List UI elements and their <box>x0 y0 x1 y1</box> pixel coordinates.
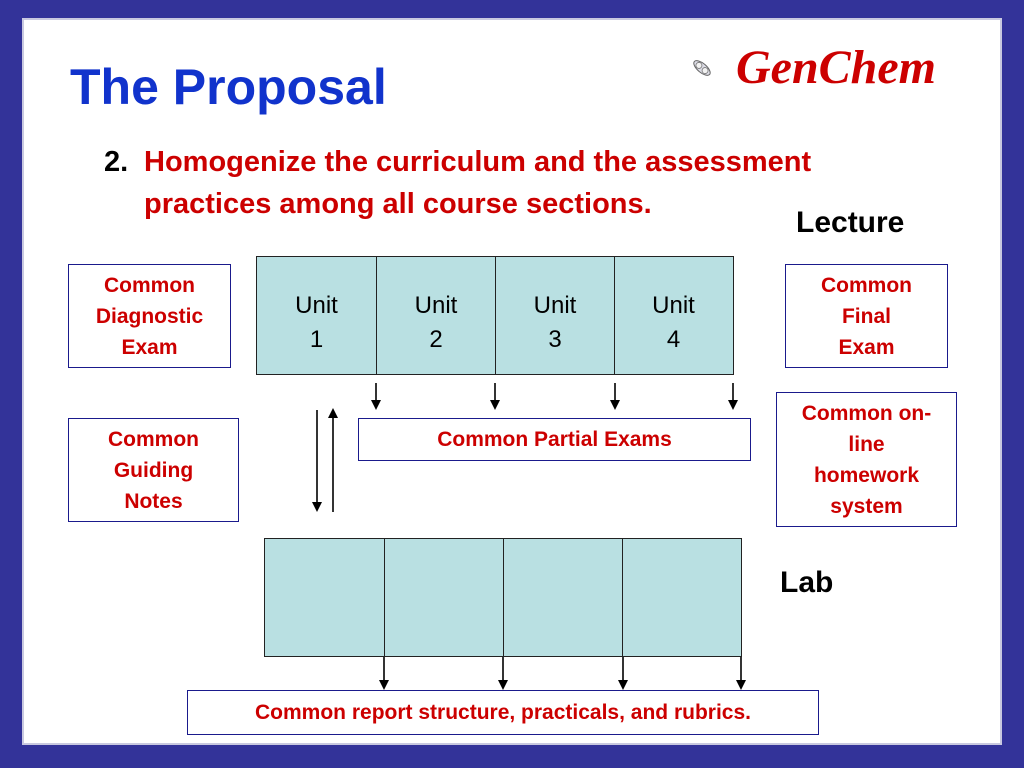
unit-number: 4 <box>666 326 681 353</box>
point-number: 2. <box>104 146 129 178</box>
box-line: Diagnostic <box>95 304 204 328</box>
box-line: line <box>848 432 885 456</box>
box-line: Guiding <box>113 458 194 482</box>
box-line: Common report structure, practicals, and rubrics. <box>255 700 751 724</box>
box-line: Common on- <box>801 401 932 425</box>
box-line: Notes <box>124 489 183 513</box>
brand-logo-text: GenChem <box>736 41 937 94</box>
lecture-label: Lecture <box>796 206 905 239</box>
unit-word: Unit <box>652 292 695 319</box>
box-line: Common <box>108 427 199 451</box>
arrowhead <box>379 680 389 690</box>
arrowhead <box>498 680 508 690</box>
unit-number: 2 <box>429 326 443 353</box>
box-line: Exam <box>121 335 178 359</box>
point-text-line-1: Homogenize the curriculum and the assessment <box>144 146 812 178</box>
box-line: homework <box>813 463 920 487</box>
unit-word: Unit <box>414 292 458 319</box>
box-line: system <box>830 494 903 518</box>
box-line: Common <box>821 273 912 297</box>
unit-word: Unit <box>295 292 338 319</box>
arrowhead <box>618 680 628 690</box>
arrowhead <box>371 400 381 410</box>
box-line: Common <box>104 273 195 297</box>
lab-label: Lab <box>780 566 834 599</box>
unit-number: 1 <box>309 326 324 353</box>
arrowhead <box>728 400 738 410</box>
slide-title: The Proposal <box>70 59 387 115</box>
unit-word: Unit <box>533 292 577 319</box>
box-line: Common Partial Exams <box>437 427 672 451</box>
arrowhead <box>328 408 338 418</box>
arrowhead <box>490 400 500 410</box>
arrowhead <box>312 502 322 512</box>
box-line: Final <box>841 304 891 328</box>
arrowhead <box>610 400 620 410</box>
box-line: Exam <box>838 335 895 359</box>
arrowhead <box>736 680 746 690</box>
point-text-line-2: practices among all course sections. <box>144 188 652 220</box>
unit-number: 3 <box>548 326 562 353</box>
